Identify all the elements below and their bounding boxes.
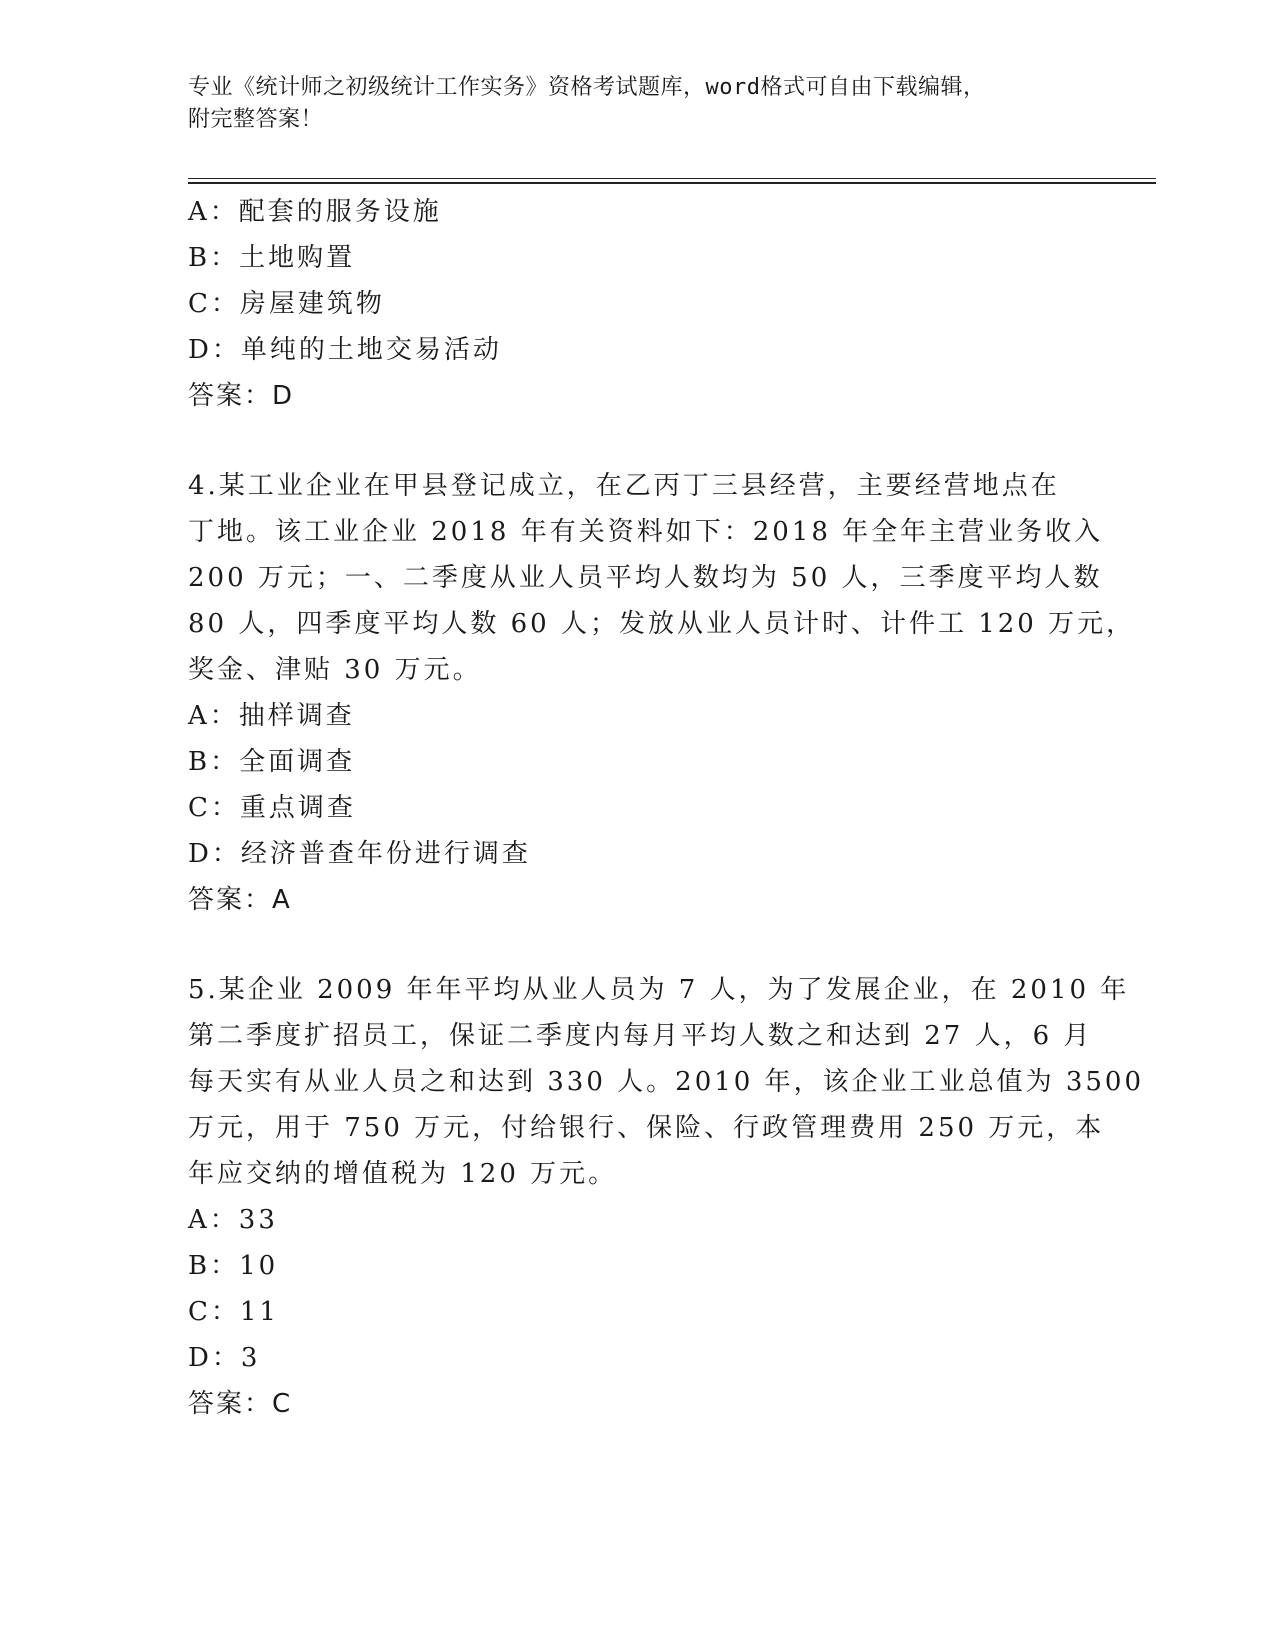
question-4-stem-line: 奖金、津贴 30 万元。 bbox=[188, 655, 482, 685]
question-5-option-c: C：11 bbox=[188, 1297, 279, 1327]
question-5-stem-line: 第二季度扩招员工，保证二季度内每月平均人数之和达到 27 人，6 月 bbox=[188, 1021, 1093, 1051]
question-5-option-b: B：10 bbox=[188, 1251, 279, 1281]
question-4-option-c: C：重点调查 bbox=[188, 793, 356, 823]
question-3-option-d: D：单纯的土地交易活动 bbox=[188, 335, 502, 365]
header-line-1: 专业《统计师之初级统计工作实务》资格考试题库，word格式可自由下载编辑， bbox=[188, 75, 986, 100]
question-4-option-a: A：抽样调查 bbox=[188, 701, 355, 731]
question-5-stem-line: 万元，用于 750 万元，付给银行、保险、行政管理费用 250 万元，本 bbox=[188, 1113, 1105, 1143]
header-divider-thin bbox=[188, 178, 1156, 179]
document-body bbox=[188, 189, 1145, 1427]
question-5-stem-line: 每天实有从业人员之和达到 330 人。2010 年，该企业工业总值为 3500 bbox=[188, 1067, 1145, 1097]
question-4-block bbox=[188, 463, 1136, 923]
header-line-2: 附完整答案！ bbox=[188, 107, 324, 132]
question-4-answer: 答案：A bbox=[188, 885, 292, 915]
question-4-stem-line: 4.某工业企业在甲县登记成立，在乙丙丁三县经营，主要经营地点在 bbox=[188, 471, 1060, 501]
question-4-option-d: D：经济普查年份进行调查 bbox=[188, 839, 531, 869]
question-3-option-b: B：土地购置 bbox=[188, 243, 356, 273]
question-5-option-a: A：33 bbox=[188, 1205, 278, 1235]
spacer bbox=[188, 923, 1088, 967]
question-3-option-c: C：房屋建筑物 bbox=[188, 289, 385, 319]
question-5-stem-line: 年应交纳的增值税为 120 万元。 bbox=[188, 1159, 618, 1189]
question-5-stem-line: 5.某企业 2009 年年平均从业人员为 7 人，为了发展企业，在 2010 年 bbox=[188, 975, 1130, 1005]
question-5-option-d: D：3 bbox=[188, 1343, 261, 1373]
question-3-block bbox=[188, 189, 1088, 419]
question-4-option-b: B：全面调查 bbox=[188, 747, 356, 777]
question-4-stem-line: 80 人，四季度平均人数 60 人；发放从业人员计时、计件工 120 万元， bbox=[188, 609, 1136, 639]
question-3-option-a: A：配套的服务设施 bbox=[188, 197, 442, 227]
spacer bbox=[188, 419, 1088, 463]
header-divider-thick bbox=[188, 182, 1156, 184]
document-header bbox=[188, 72, 1088, 136]
question-3-answer: 答案：D bbox=[188, 381, 295, 411]
question-4-stem-line: 丁地。该工业企业 2018 年有关资料如下：2018 年全年主营业务收入 bbox=[188, 517, 1104, 547]
question-5-answer: 答案：C bbox=[188, 1389, 293, 1419]
question-4-stem-line: 200 万元；一、二季度从业人员平均人数均为 50 人，三季度平均人数 bbox=[188, 563, 1103, 593]
question-5-block bbox=[188, 967, 1145, 1427]
